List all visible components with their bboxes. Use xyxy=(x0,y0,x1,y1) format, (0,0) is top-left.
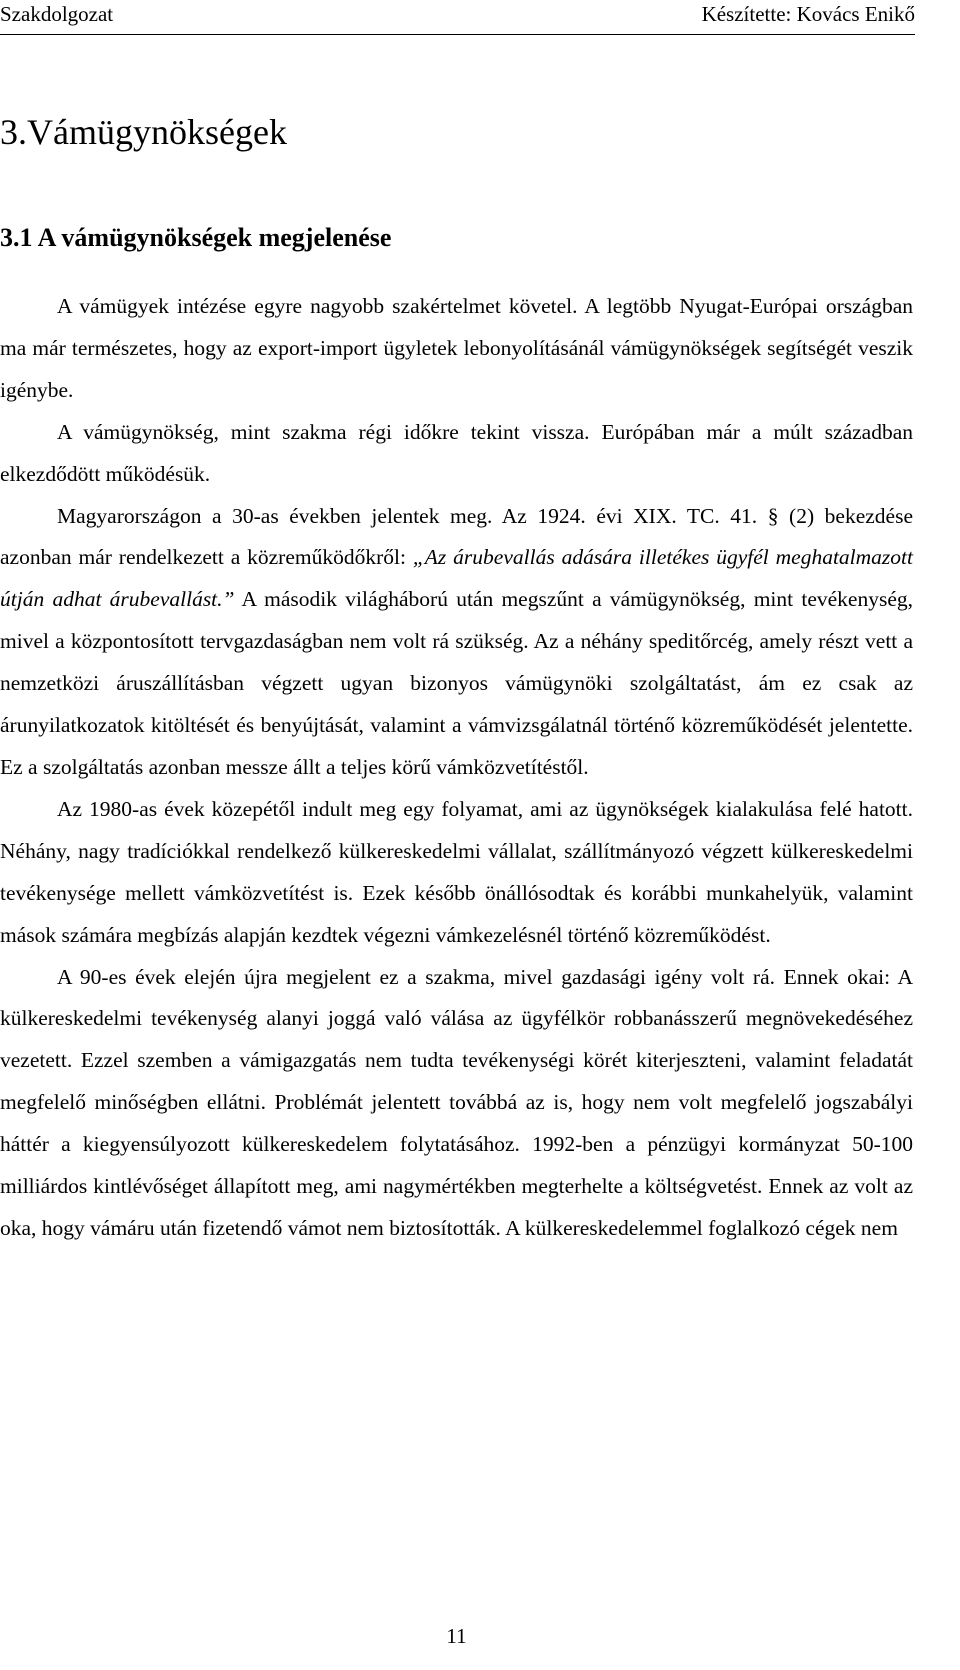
header-author: Készítette: Kovács Enikő xyxy=(701,2,915,26)
header-thesis-label: Szakdolgozat xyxy=(0,2,114,26)
section-title: 3.1 A vámügynökségek megjelenése xyxy=(0,223,392,252)
paragraph: Az 1980-as évek közepétől indult meg egy folyamat, ami az ügynökségek kialakulása felé hatott. Néhány, nagy tradíciókkal rendelkező külkereskedelmi vállalat, szállítmányozó végzett külkereskedelmi tevékenysége mellett vámközvetítést is. Ezek később önállósodtak és korábbi munkahelyük, valamint mások számára megbízás alapján kezdtek végezni vámkezelésnél történő közreműködést. xyxy=(0,796,913,947)
legal-quote: „Az árubevallás adására illetékes ügyfél meghatalmazott útján adhat árubevallást.” xyxy=(0,545,913,612)
paragraph: A vámügyek intézése egyre nagyobb szakértelmet követel. A legtöbb Nyugat-Európai országban ma már természetes, hogy az export-import ügyletek lebonyolításánál vámügynökségek segítségét veszik igénybe. xyxy=(0,294,913,402)
paragraph: A 90-es évek elején újra megjelent ez a szakma, mivel gazdasági igény volt rá. Ennek okai: A külkereskedelmi tevékenység alanyi joggá való válása az ügyfélkör robbanásszerű megnövekedéséhez vezetett. Ezzel szemben a vámigazgatás nem tudta tevékenységi körét kiterjeszteni, valamint feladatát megfelelő minőségben ellátni. Problémát jelentett továbbá az is, hogy nem volt megfelelő jogszabályi háttér a kiegyensúlyozott külkereskedelem folytatásához. 1992-ben a pénzügyi kormányzat 50-100 milliárdos kintlévőséget állapított meg, ami nagymértékben megterhelte a költségvetést. Ennek az volt az oka, hogy vámáru után fizetendő vámot nem biztosították. A külkereskedelemmel foglalkozó cégek nem xyxy=(0,964,913,1240)
paragraph-text: Magyarországon a 30-as években jelentek meg. Az 1924. évi XIX. TC. 41. § (2) bekezdése azonban már rendelkezett a közreműködőkről: xyxy=(0,503,913,570)
paragraph: A vámügynökség, mint szakma régi időkre tekint vissza. Európában már a múlt században elkezdődött működésük. xyxy=(0,419,913,486)
chapter-title: 3.Vámügynökségek xyxy=(0,112,287,152)
page-header xyxy=(0,0,915,35)
paragraph xyxy=(0,496,913,789)
page-number: 11 xyxy=(446,1624,467,1648)
paragraph-text: A második világháború után megszűnt a vámügynökség, mint tevékenység, mivel a központosított tervgazdaságban nem volt rá szükség. Az a néhány speditőrcég, amely részt vett a nemzetközi áruszállításban végzett ugyan bizonyos vámügynöki szolgáltatást, ám ez csak az árunyilatkozatok kitöltését és benyújtását, valamint a vámvizsgálatnál történő közreműködését jelentette. Ez a szolgáltatás azonban messze állt a teljes körű vámközvetítéstől. xyxy=(0,587,913,779)
body-text xyxy=(0,61,913,1250)
